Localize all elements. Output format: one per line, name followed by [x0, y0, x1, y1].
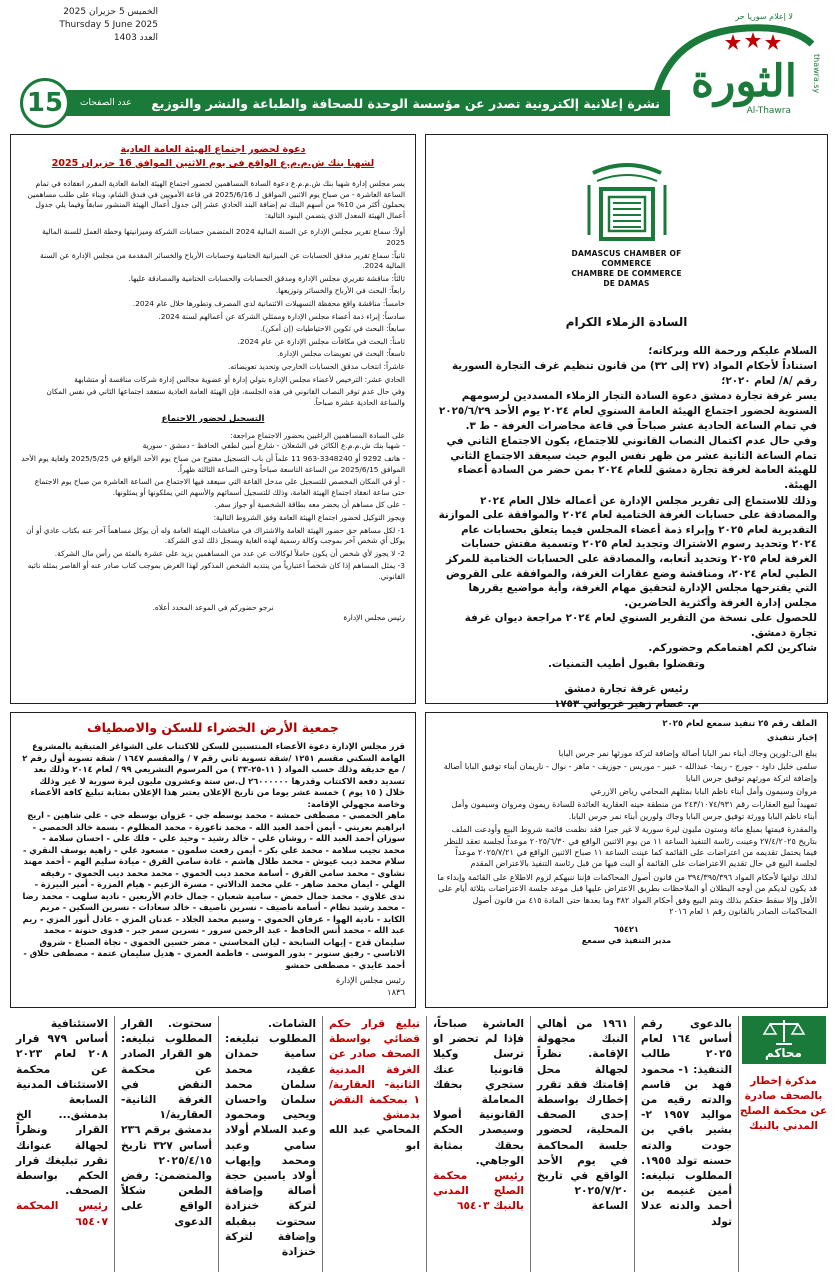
greeting: السلام عليكم ورحمة الله وبركاته؛	[648, 344, 817, 357]
page-number-badge: 15	[20, 78, 70, 128]
agenda-item: سابعاً: البحث في تكوين الاحتياطيات (إن أمكن).	[260, 324, 405, 334]
execution-ref: إخبار تنفيذي	[767, 732, 817, 743]
agenda-item: خامساً: مناقشة واقع محفظة التسهيلات الائتمانية لدى المصرف وتطورها خلال عام 2024.	[132, 298, 405, 308]
classified-text: الاستئنافية أساس ٩٧٩ قرار ٢٠٨ لعام ٢٠٢٣ عن محكمة الاستئناف المدنية السابعة بدمشق... الخ القرار ونظراً لجهالة عنوانك تقرر تبليغك قرار الحكم بواسطة الصحف.	[16, 1017, 109, 1198]
chamber-logo	[567, 163, 687, 289]
notice-subtitle: لشهبا بنك ش.م.م.ع الواقع في يوم الاثنين الموافق 16 حزيران 2025	[51, 158, 375, 169]
chamber-emblem-icon	[587, 163, 667, 245]
page-count-label: عدد الصفحات	[80, 98, 132, 108]
housing-title: جمعية الأرض الخضراء للسكن والاصطياف	[87, 720, 339, 735]
court-classifieds	[10, 1016, 828, 1272]
classified-heading: رئيس المحكمة ٦٥٤٠٧	[16, 1199, 108, 1228]
agenda-item: ثامناً: البحث في مكافآت مجلس الإدارة عن عام 2024.	[237, 336, 405, 346]
classified-text: بالدعوى رقم أساس ١٦٤ لعام ٢٠٢٥ طالب التنفيذ: ١- محمود فهد بن قاسم والدته رقيه من مواليد ١٩٥٧ ٢- بشير باقي بن جودت والدته حسنه تولد ١٩٥٥. المطلوب تبليغه: أمين غنيمه بن أحمد والدته عدلا تولد	[641, 1017, 733, 1228]
registration-line: - هاتف 9292 أو 3348240-963 11 علماً أن باب التسجيل مفتوح من صباح يوم الأحد الواقع في 2025/5/25 ولغاية يوم الأحد الموافق 2025/6/15 من الساعة التاسعة صباحاً وحتى الساعة الثالثة ظهراً.	[21, 454, 405, 474]
agenda-item: تاسعاً: البحث في تعويضات مجلس الإدارة.	[277, 349, 405, 359]
chamber-logo-english	[567, 249, 687, 289]
header-banner	[40, 90, 670, 116]
logo-latin-name: Al-Thawra	[746, 106, 791, 116]
execution-line: سلمى خليل داود - جورج - ريما- عبدالله - عبير - موريس - جوزيف - ماهر - نوال - ناريمان أبناء توفيق البابا أصالة وإضافة لتركة مورثهم توفيق جرس البابا	[443, 761, 817, 783]
registration-list	[21, 441, 405, 582]
execution-ref-no: ٦٥٤٢١	[614, 923, 639, 934]
issue-date-arabic: الخميس 5 حزيران 2025	[63, 7, 158, 17]
chamber-notice	[425, 134, 828, 711]
notice-intro: يسر مجلس إدارة شهبا بنك ش.م.م.ع دعوة السادة المساهمين لحضور اجتماع الهيئة العامة العادية المقرر انعقاده في تمام الساعة العاشرة - من صباح يوم الاثنين الموافق لـ 2025/6/16 في قاعة الأمويين في فندق الشام، وبناء على طلب مساهمين يحملون أكثر من 10% من أسهم البنك تم إضافة البند الحادي عشر إلى جدول أعمال الهيئة المنشور سابقاً وفيما يلي جدول أعمال الهيئة المعدل الذي يتضمن البنود التالية:	[27, 179, 405, 220]
chamber-name-en: DAMASCUS CHAMBER OF COMMERCE	[571, 249, 682, 268]
classified-text: المحامي عبد الله ابو	[329, 1123, 420, 1152]
agenda-item: ثالثاً: مناقشة تقريري مجلس الإدارة ومدقق الحسابات والحسابات الختامية والمصادقة عليها.	[128, 273, 405, 283]
registration-title: التسجيل لحضور الاجتماع	[161, 414, 265, 425]
registration-line: - شهبا بنك ش.م.م.ع الكائن في الشعلان - شارع أمين لطفي الحافظ - دمشق - سورية	[142, 441, 405, 451]
classified-column	[426, 1016, 530, 1272]
execution-notice	[425, 712, 828, 1008]
chamber-para-3: وفي حال عدم اكتمال النصاب القانوني للاجتماع، يكون الاجتماع الثاني في تمام الساعة الثانية عشر من ظهر نفس اليوم حيث سيعقد الاجتماع الثاني للهيئة العامة لغرفة تجارة دمشق للعام ٢٠٢٤ بمن حضر من السادة أعضاء الهيئة.	[446, 435, 817, 491]
courts-section-header	[742, 1016, 826, 1064]
classified-text: الشامات. المطلوب تبليغه: سامية حمدان عقيد، محمد سلمان محمد سلمان واحسان ويحيى ومحمود وعبد السلام أولاد سامي وعبد ومحمد وإيهاب أولاد ياسين حجة أصالة وإضافة لتركة خنزادة سحتوت ببقبله وإضافة لتركة خنزادة	[225, 1017, 316, 1259]
registration-intro: على السادة المساهمين الراغبين بحضور الاجتماع مراجعة:	[230, 430, 405, 440]
bank-assembly-notice	[10, 134, 416, 704]
registration-line: 2- لا يجوز لأي شخص أن يكون حاملاً لوكالات عن عدد من المساهمين يزيد على عشرة بالمئة من رأس مال الشركة.	[54, 548, 405, 558]
execution-header	[436, 719, 817, 730]
classified-text: العاشرة صباحاً، فإذا لم تحضر او ترسل وكيلا قانونيا عنك ستجري بحقك المعاملة القانونية أصولا وسيصدر الحكم بحقك بمثابة الوجاهي.	[433, 1017, 524, 1167]
agenda-item: الحادي عشر: الترخيص لأعضاء مجلس الإدارة بتولي إدارة أو عضوية مجالس إدارة شركات منافسة أو متشابهة	[74, 374, 405, 384]
execution-line: لذلك تولتها لأحكام المواد ٣٩٤/٣٩٥/٣٩٦ من قانون أصول المحاكمات فإننا ننبهكم لزوم الاطلاع على القائمة وإبداء ما قد يكون لديكم من أوجه البطلان أو الملاحظات بطريق الاعتراض عليها قبل موعد جلسة الاعتراضات بثلاثة أيام على الأقل وإلا سقط حقكم بذلك وبتم البيع وفق أحكام المواد ٣٨٢ وما بعدها حتى المادة ٤١٥ من قانون أصول المحاكمات الصادر بالقانون رقم ١ لعام ٢٠١٦	[437, 871, 817, 917]
execution-line: يبلغ الى:لورين وجاك أبناء نمر البابا أصالة وإضافة لتركة مورثها نمر جرس البابا	[558, 747, 817, 758]
logo-website: thawra.sy	[812, 54, 821, 94]
chamber-para-1: استناداً لأحكام المواد (٢٧ إلى ٣٢) من قانون تنظيم غرف التجارة السورية رقم /٨/ لعام ٢٠٢٠؛	[451, 360, 817, 387]
execution-signature: مدير التنفيذ في سمعع	[581, 934, 672, 945]
classified-column	[530, 1016, 634, 1272]
agenda-item: أولاً: سماع تقرير مجلس الإدارة عن السنة المالية 2024 المتضمن حسابات الشركة وميزانيتها وخطة العمل للسنة المالية 2025	[42, 227, 405, 247]
logo-wordmark: الثورة	[691, 56, 797, 107]
execution-line: مروان وسيمون وأمل أبناء ناظم البابا بمثلهم المحامي رياض الازرعي	[590, 786, 817, 797]
chamber-name-fr: CHAMBRE DE COMMERCE DE DAMAS	[571, 269, 682, 288]
housing-association-notice	[10, 712, 416, 1008]
execution-file-no: الملف رقم ٢٥ تنفيذ سمعع لعام ٢٠٢٥	[662, 719, 817, 729]
registration-line: 1- لكل مساهم حق حضور الهيئة العامة والاشتراك في مناقشات الهيئة العامة وله أن يوكل مساهماً آخر عنه بكتاب عادي أو أن يوكل أي شخص آخر بموجب وكالة رسمية لهذه الغاية ويسجل ذلك لدى الشركة.	[26, 525, 405, 546]
classified-heading: رئيس محكمة الصلح المدني بالنبك ٦٥٤٠٣	[433, 1169, 524, 1213]
housing-ref: ١٨٣٦	[387, 986, 405, 997]
housing-body: قرر مجلس الإدارة دعوة الأعضاء المنتسبين للسكن للاكتتاب على الشواغر المتبقية بالمشروع الهامة السكني مقسم ١٢٥١ /شقة تسوية ثاني رقم ٧ / والمقسم ١٦٤٧ / شقة تسوية أول رقم ٢ / مع حديقة وذلك حسب المواد ( ١١-٢٥-٣٣ ) من المرسوم التشريعي ٩٩ / لعام ٢٠١٤ وذلك بعد تسديد دفعة الاكتتاب وقدرها ٢٦٠٠٠٠٠٠ ل.س ستة وعشرون مليون ليرة سورية لا غير وذلك خلال ( ١٥ يوم ) خمسة عشر يوما من تاريخ الإعلان يعتبر هذا الإعلان بمثابة تبليغ كافة الأعضاء وخاصة مجهولي الإقامة:	[22, 741, 405, 809]
quorum-text: وفي حال عدم توفر النصاب القانوني في هذه الجلسة، فإن الهيئة العامة العادية ستعقد اجتماعها الثاني في نفس المكان والساعة الحادية عشرة صباحاً.	[46, 387, 405, 407]
classified-column	[634, 1016, 738, 1272]
classified-column	[114, 1016, 218, 1272]
banner-text: نشرة إعلانية إلكترونية تصدر عن مؤسسة الوحدة للصحافة والطباعة والنشر والتوزيع	[151, 95, 660, 111]
issue-number: العدد 1403	[113, 33, 158, 43]
chamber-sign-title: رئيس غرفة تجارة دمشق	[564, 682, 689, 695]
classified-column	[218, 1016, 322, 1272]
chamber-para-2: يسر غرفة تجارة دمشق دعوة السادة التجار الزملاء المسددين لرسومهم السنوية لحضور اجتماع الهيئة العامة السنوي لعام ٢٠٢٤ يوم الأحد ٢٠٢٥/٦/٢٩ في تمام الساعة الحادية عشر صباحاً في قاعة محاضرات الغرفة - ط ٣.	[439, 390, 817, 432]
registration-line: 3- يمثل المساهم إذا كان شخصاً اعتبارياً من ينتدبه الشخص المذكور لهذا الغرض بموجب كتاب صادر عنه أو القاصر بمثله نائبه القانوني.	[27, 561, 405, 581]
classified-columns	[10, 1016, 738, 1272]
notice-title: دعوة لحضور اجتماع الهيئة العامة العادية	[120, 144, 306, 155]
execution-line: تمهيداً لبيع العقارات رقم ٢٤٣/١٠٧٤/٩٣١ من منطقة حينه العقارية العائدة للسادة ريمون ومروان وسيمون وأمل أبناء ناظم البابا وورثة توفيق جرس البابا وجاك ولورين أبناء نمر جرس البابا.	[451, 799, 817, 821]
salutation: السادة الزملاء الكرام	[565, 315, 688, 329]
chamber-para-7: وتفضلوا بقبول أطيب التمنيات.	[547, 658, 705, 671]
chamber-para-5: للحصول على نسخة من التقرير السنوي لعام ٢٠٢٤ مراجعة ديوان غرفة تجارة دمشق.	[464, 612, 817, 639]
registration-line: - على كل مساهم أن يحضر معه بطاقة الشخصية أو جواز سفر.	[214, 500, 405, 510]
logo-tagline: لا إعلام سوريا حر	[735, 12, 793, 21]
thawra-logo	[643, 8, 823, 118]
courts-label: محاكم	[765, 1046, 802, 1060]
registration-line: ويجوز التوكيل لحضور اجتماع الهيئة العامة وفق الشروط التالية:	[213, 513, 405, 523]
chamber-sign-name: م. عصام زهير غريواتي ١٧٥٣	[554, 698, 699, 711]
housing-names: ماهر الحمصي - مصطفى حمشة - محمد بوسطه جي - غزوان بوسطه جي - علي شاهين - اريج ابراهيم بعريني - أيمن أحمد العبد الله - محمد ناعورة - محمد المظلوم - بسمة خالد الحمصي - سوزان أحمد العبد الله - روشان علي - خالد رشيد - وحيد علي - فلك علي - احسان سلامة - محمد نجيب سلامة - محمد علي بكر - أيمن رفعت سلمون - مسعود علي - زاهية يوسف النقري - سلام محمد ديب عيوش - محمد طلال هاشم - غادة سامي القرق - ميادة سليم الهم - أحمد مهند نشاوي - محمد سامي القرق - أسامة محمد ديب الحموي - محمد محمد ديب الحموي - رفيقه الهلي - ايمان محمد ضاهر - علي محمد الدالاتي - مسرة الزعيم - هيام المزرة - أمير البيرزة - ندى علاوي - محمد جمال حمض - سامية شعبان - جمال خادم الأربعين - نادية سلهب - محمد رضا - محمد رشيد نظام - أسامة ناصيف - نسرين ناصيف - خالد سعادات - نسرين السكين - مريم الكايد - نادية الهوا - عرفان الحموي - وسيم محمد الجلاد - عدنان المزي - عادل أنور المزي - ريم عبد الله - محمد أنس الحافظ - عبد الرحمن سرور - نسرين سمر جبر - فدوى حنونة - محمد سليمان قدح - إيهاب السابحة - ليان المحاسني - مضر حسين الحموي - نجاة الصباغ - شروق الاتاسي - رفيق سنوبر - بدور الموسى - فاطمة العمري - هديل سليمان عتمة - مصطفى حلاق - أحمد عايدي - مصطفى حمشو	[22, 810, 405, 970]
registration-line: - أو في المكان المخصص للتسجيل على مدخل القاعة التي سيعقد فيها الاجتماع من الساعة العاشرة من صباح يوم الاجتماع حتى ساعة انعقاد اجتماع الهيئة العامة، وذلك للتسجيل أسمائهم والأسهم التي يملكونها أو يمثلونها.	[34, 477, 405, 497]
classified-column	[322, 1016, 426, 1272]
courts-heading: مذكرة إخطار بالصحف صادرة عن محكمة الصلح المدني بالنبك	[739, 1075, 828, 1132]
issue-date-block	[18, 6, 158, 45]
chamber-para-4: وذلك للاستماع إلى تقرير مجلس الإدارة عن أعماله خلال العام ٢٠٢٤ والمصادقة على حسابات الغرفة الختامية لعام ٢٠٢٤ والموافقة على الموازنة التقديرية لعام ٢٠٢٥ وإبراء ذمة أعضاء المجلس فيما يتعلق بحسابات عام ٢٠٢٤ وتحديد رسوم الاشتراك وتجديد لعام ٢٠٢٥ وتسمية مفتش حسابات الغرفة لعام ٢٠٢٥ وتحديد أتعابه، والمصادقة على الحسابات الختامية للمركز الطبي لعام ٢٠٢٤، ومناقشة وضع عقارات الغرفة، والموافقة على القروض التي يقترحها مجلس الإدارة لتحقيق مهام الغرفة، وأية مواضيع يقررها مجلس إدارة الغرفة وأكثرية الحاضرين.	[438, 494, 817, 609]
board-signature: رئيس مجلس الإدارة	[343, 613, 405, 623]
issue-date-english: Thursday 5 June 2025	[59, 20, 158, 30]
agenda-list	[21, 227, 405, 385]
classified-heading: تبليغ قرار حكم قضائي بواسطة الصحف صادر عن الغرفة المدنية الثانية- العقارية/١ بمحكمة النقض بدمشق	[329, 1017, 420, 1122]
closing-text: نرجو حضوركم في الموعد المحدد أعلاه.	[152, 602, 274, 612]
classified-column	[10, 1016, 114, 1272]
chamber-para-6: شاكرين لكم اهتمامكم وحضوركم.	[648, 642, 817, 655]
courts-section	[738, 1016, 828, 1272]
classified-text: ١٩٦١ من أهالي النبك مجهولة الإقامة. نظراً لجهالة محل إقامتك فقد تقرر إخطارك بواسطة إحدى الصحف المحلية، لحضور جلسة المحاكمة في يوم الأحد الواقع في تاريخ ٢٠٢٥/٧/٢٠ الساعة	[537, 1017, 628, 1213]
housing-signature: رئيس مجلس الإدارة	[335, 975, 405, 985]
scales-of-justice-icon	[762, 1018, 806, 1046]
classified-text: سحتوت. القرار المطلوب تبليغه: هو القرار الصادر عن محكمة النقض في الغرفة الثانية- العقارية/١ بدمشق برقم ٢٣٦ أساس ٣٢٧ تاريخ ٢٠٢٥/٤/١٥ والمتضمن: رفض الطعن شكلاً الواقع على الدعوى	[121, 1017, 212, 1228]
execution-line: والمقدرة قيمتها بمبلغ مائة وستون مليون ليرة سورية لا غير جبرا فقد نظمت قائمة شروط البيع وأودعت الملف بتاريخ ٢٧/٤/٢٠٢٥ وعينت رئاسة التنفيذ الساعة ١١ من يوم الاثنين الواقع في ٢٠٢٥/٦/٣٠ موعداً لجلسة تعقد للنظر فيما يحتمل تقديمه من اعتراضات على القائمة كما عينت الساعة ١١ صباح الاثنين الواقع في ٢٠٢٥/٧/٢١ موعداً لجلسة البيع في حال تقديم الاعتراضات على القائمة أو البت فيها من قبل رئاسة التنفيذ بالاعتراض المقدم	[444, 824, 817, 869]
execution-body	[436, 748, 817, 918]
agenda-item: عاشراً: انتخاب مدقق الحسابات الخارجي وتحديد تعويضاته.	[228, 361, 405, 371]
agenda-item: رابعاً: البحث في الأرباح والخسائر وتوزيعها.	[275, 286, 405, 296]
agenda-item: سادساً: إبراء ذمة أعضاء مجلس الإدارة وممثلي الشركة عن أعمالهم لسنة 2024.	[158, 311, 405, 321]
agenda-item: ثانياً: سماع تقرير مدقق الحسابات عن الميزانية الختامية وحسابات الأرباح والخسائر المقدمة من مجلس الإدارة عن السنة المالية 2024.	[40, 250, 405, 271]
